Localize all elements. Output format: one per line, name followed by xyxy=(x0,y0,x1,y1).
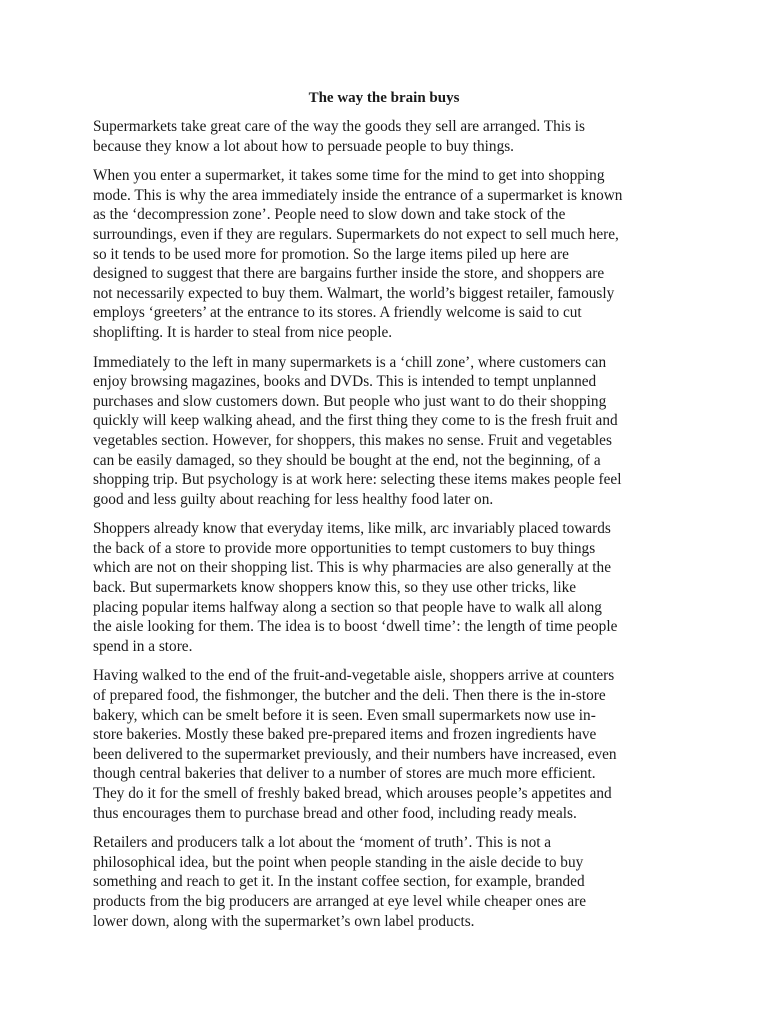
text-line: philosophical idea, but the point when people standing in the aisle decide to buy xyxy=(93,853,584,871)
paragraph xyxy=(93,519,677,656)
text-line: They do it for the smell of freshly baked bread, which arouses people’s appetites and xyxy=(93,785,612,802)
text-line: the aisle looking for them. The idea is to boost ‘dwell time’: the length of time people xyxy=(93,618,618,636)
text-line: designed to suggest that there are bargains further inside the store, and shoppers are xyxy=(93,265,605,283)
text-line: products from the big producers are arranged at eye level while cheaper ones are xyxy=(93,892,587,910)
text-line: spend in a store. xyxy=(93,637,193,655)
document-body xyxy=(93,117,677,941)
text-line: shopping trip. But psychology is at work here: selecting these items makes people feel xyxy=(93,471,622,489)
text-line: store bakeries. Mostly these baked pre-prepared items and frozen ingredients have xyxy=(93,726,597,744)
text-line: something and reach to get it. In the instant coffee section, for example, branded xyxy=(93,873,585,891)
paragraph xyxy=(93,666,677,823)
paragraph xyxy=(93,166,677,342)
paragraph xyxy=(93,117,677,156)
text-line: Shoppers already know that everyday items, like milk, arc invariably placed towards xyxy=(93,520,611,538)
paragraph xyxy=(93,833,677,931)
text-line: vegetables section. However, for shoppers, this makes no sense. Fruit and vegetables xyxy=(93,431,612,449)
text-line: of prepared food, the fishmonger, the butcher and the deli. Then there is the in-store xyxy=(93,687,606,705)
text-line: as the ‘decompression zone’. People need to slow down and take stock of the xyxy=(93,206,566,224)
text-line: which are not on their shopping list. This is why pharmacies are also generally at the xyxy=(93,559,611,577)
text-line: lower down, along with the supermarket’s own label products. xyxy=(93,912,475,930)
text-line: Retailers and producers talk a lot about the ‘moment of truth’. This is not a xyxy=(93,834,552,852)
text-line: good and less guilty about reaching for less healthy food later on. xyxy=(93,490,494,508)
text-line: though central bakeries that deliver to a number of stores are much more efficient. xyxy=(93,765,596,783)
text-line: bakery, which can be smelt before it is seen. Even small supermarkets now use in- xyxy=(93,706,596,724)
text-line: so it tends to be used more for promotion. So the large items piled up here are xyxy=(93,245,569,263)
text-line: thus encourages them to purchase bread and other food, including ready meals. xyxy=(93,804,577,822)
text-line: purchases and slow customers down. But people who just want to do their shopping xyxy=(93,392,607,410)
text-line: been delivered to the supermarket previously, and their numbers have increased, even xyxy=(93,745,617,763)
text-line: enjoy browsing magazines, books and DVDs. This is intended to tempt unplanned xyxy=(93,373,597,391)
text-line: Supermarkets take great care of the way the goods they sell are arranged. This is xyxy=(93,118,586,135)
text-line: employs ‘greeters’ at the entrance to its stores. A friendly welcome is said to cut xyxy=(93,304,582,322)
text-line: mode. This is why the area immediately inside the entrance of a supermarket is known xyxy=(93,186,623,204)
paragraph xyxy=(93,353,677,510)
text-line: Having walked to the end of the fruit-and-vegetable aisle, shoppers arrive at counters xyxy=(93,667,615,685)
text-line: because they know a lot about how to persuade people to buy things. xyxy=(93,137,514,155)
text-line: surroundings, even if they are regulars. Supermarkets do not expect to sell much here, xyxy=(93,225,619,243)
text-line: shoplifting. It is harder to steal from nice people. xyxy=(93,323,393,341)
text-line: back. But supermarkets know shoppers know this, so they use other tricks, like xyxy=(93,579,577,597)
text-line: the back of a store to provide more opportunities to tempt customers to buy things xyxy=(93,539,596,557)
text-line: not necessarily expected to buy them. Walmart, the world’s biggest retailer, famously xyxy=(93,284,615,302)
text-line: quickly will keep walking ahead, and the first thing they come to is the fresh fruit and xyxy=(93,412,618,430)
text-line: placing popular items halfway along a section so that people have to walk all along xyxy=(93,598,602,616)
document-title: The way the brain buys xyxy=(308,90,460,106)
text-line: Immediately to the left in many supermarkets is a ‘chill zone’, where customers can xyxy=(93,353,607,371)
text-line: can be easily damaged, so they should be bought at the end, not the beginning, of a xyxy=(93,451,601,469)
text-line: When you enter a supermarket, it takes some time for the mind to get into shopping xyxy=(93,167,605,185)
